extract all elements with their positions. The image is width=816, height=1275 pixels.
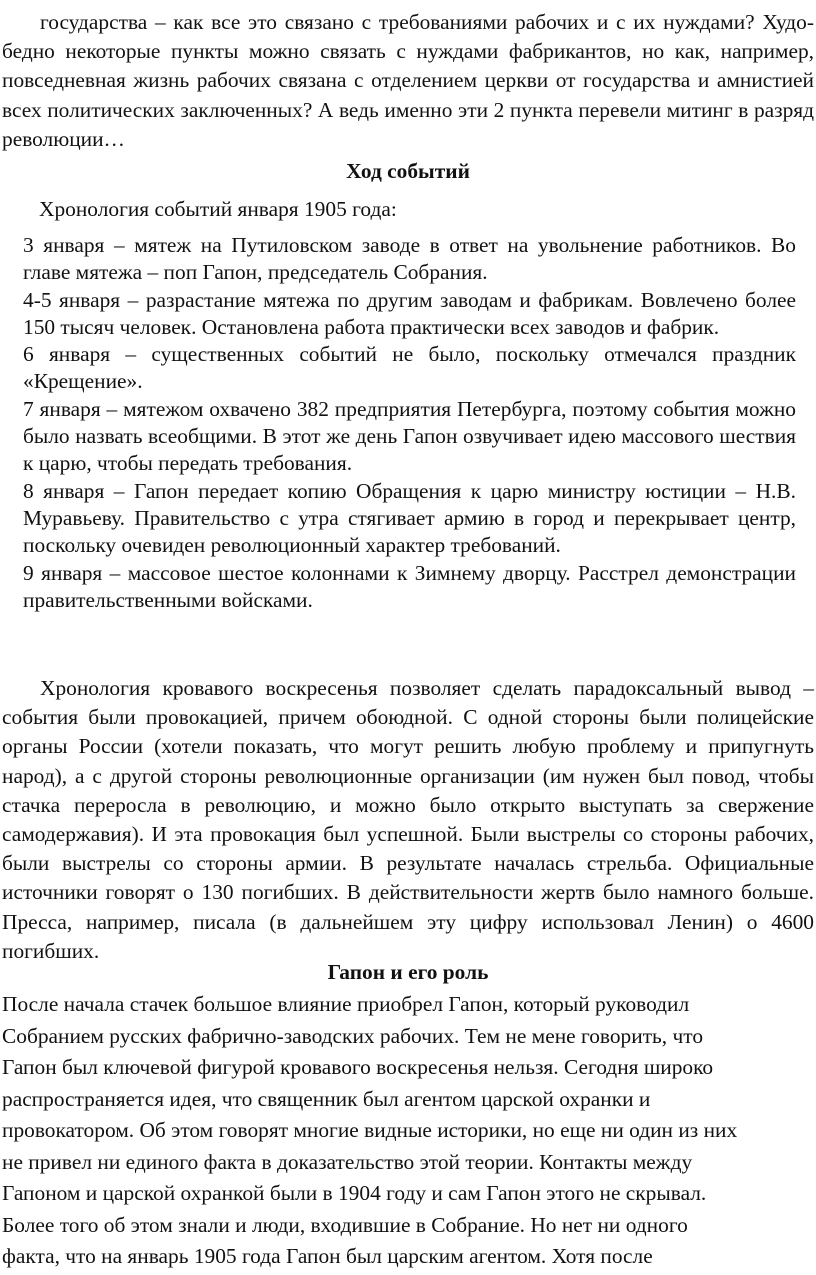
intro-paragraph: государства – как все это связано с требованиями рабочих и с их нуждами? Худо-бедно некоторые пункты можно связать с нуждами фабрикантов, но как, например, повседневная жизнь рабочих связана с отделением церкви от государства и амнистией всех политических заключенных? А ведь именно эти 2 пункта перевели митинг в разряд революции… xyxy=(2,10,814,151)
chronology-item: 9 января – массовое шестое колоннами к Зимнему дворцу. Расстрел демонстрации правительственными войсками. xyxy=(23,560,796,612)
text-line: провокатором. Об этом говорят многие видные историки, но еще ни один из них xyxy=(2,1118,738,1142)
text-line: Более того об этом знали и люди, входившие в Собрание. Но нет ни одного xyxy=(2,1212,688,1237)
section-heading-events: Ход событий xyxy=(346,159,470,183)
text-line: Гапоном и царской охранкой были в 1904 году и сам Гапон этого не скрывал. xyxy=(2,1181,707,1205)
chronology-item: 3 января – мятеж на Путиловском заводе в ответ на увольнение работников. Во главе мятежа – поп Гапон, председатель Собрания. xyxy=(23,233,796,285)
text-line: не привел ни единого факта в доказательство этой теории. Контакты между xyxy=(2,1149,693,1174)
text-line: После начала стачек большое влияние приобрел Гапон, который руководил xyxy=(2,992,690,1016)
text-line: распространяется идея, что священник был агентом царской охранки и xyxy=(2,1086,651,1111)
section-heading-gapon: Гапон и его роль xyxy=(327,960,489,984)
chronology-item: 6 января – существенных событий не было, поскольку отмечался праздник «Крещение». xyxy=(23,342,796,394)
gapon-paragraph xyxy=(2,989,814,1273)
text-line: факта, что на январь 1905 года Гапон был царским агентом. Хотя после xyxy=(2,1244,653,1268)
chronology-item: 7 января – мятежом охвачено 382 предприятия Петербурга, поэтому события можно было назвать всеобщими. В этот же день Гапон озвучивает идею массового шествия к царю, чтобы передать требования. xyxy=(23,396,796,476)
conclusion-paragraph: Хронология кровавого воскресенья позволяет сделать парадоксальный вывод – события были провокацией, причем обоюдной. С одной стороны были полицейские органы России (хотели показать, что могут решить любую проблему и припугнуть народ), а с другой стороны революционные организации (им нужен был повод, чтобы стачка переросла в революцию, и можно было открыто выступать за свержение самодержавия). И эта провокация был успешной. Были выстрелы со стороны рабочих, были выстрелы со стороны армии. В результате началась стрельба. Официальные источники говорят о 130 погибших. В действительности жертв было намного больше. Пресса, например, писала (в дальнейшем эту цифру использовал Ленин) о 4600 погибших. xyxy=(2,676,814,963)
chronology-list xyxy=(23,232,796,614)
text-line: Гапон был ключевой фигурой кровавого воскресенья нельзя. Сегодня широко xyxy=(2,1055,714,1079)
chronology-intro: Хронология событий января 1905 года: xyxy=(39,197,397,221)
chronology-item: 4-5 января – разрастание мятежа по другим заводам и фабрикам. Вовлечено более 150 тысяч человек. Остановлена работа практически всех заводов и фабрик. xyxy=(23,287,796,339)
chronology-item: 8 января – Гапон передает копию Обращения к царю министру юстиции – Н.В. Муравьеву. Правительство с утра стягивает армию в город и перекрывает центр, поскольку очевиден революционный характер требований. xyxy=(23,478,796,558)
text-line: Собранием русских фабрично-заводских рабочих. Тем не мене говорить, что xyxy=(2,1023,704,1048)
